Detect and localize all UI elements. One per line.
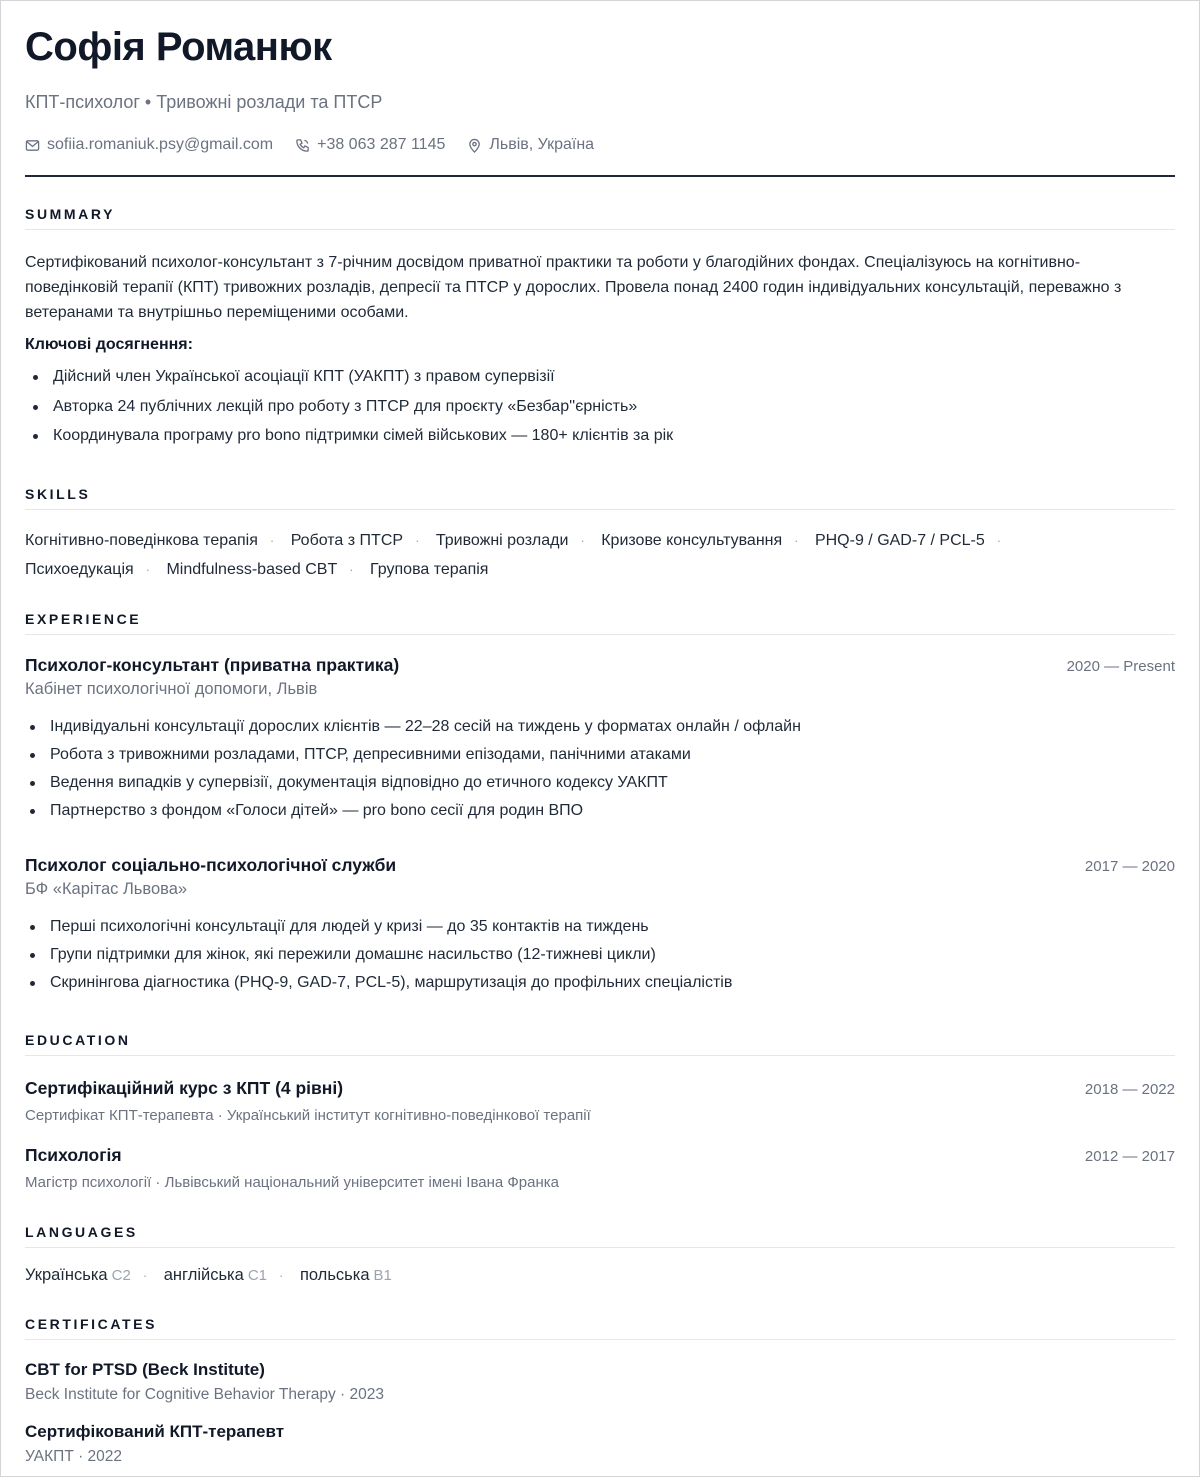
education-details: Магістр психології · Львівський національний університет імені Івана Франка: [25, 1173, 560, 1191]
section-title-skills: SKILLS: [25, 485, 1175, 510]
job-organization: БФ «Карітас Львова»: [25, 879, 188, 898]
certificate-name: CBT for PTSD (Beck Institute): [25, 1359, 265, 1379]
list-item: Групи підтримки для жінок, які пережили домашнє насильство (12-тижневі цикли): [25, 941, 1175, 969]
job-header: [25, 853, 1175, 877]
summary-text: Сертифікований психолог-консультант з 7-річним досвідом приватної практики та роботи у благодійних фондах. Спеціалізуюсь на когнітивно- поведінковій терапії (КПТ) тривожних розладів, депресії та ПТСР у дорослих. Провела понад 2400 годин індивідуальних консультацій, переважно з ветеранами та внутрішньо переміщеними особами.: [25, 254, 1122, 321]
education-entry: [25, 1076, 1175, 1126]
job-entry: [25, 853, 1175, 998]
language-separator: ·: [279, 1267, 284, 1283]
email-text: sofiia.romaniuk.psy@gmail.com: [47, 136, 274, 153]
location-text: Львів, Україна: [489, 136, 595, 153]
job-title: Психолог соціально-психологічної служби: [25, 854, 397, 875]
education-title: Психологія: [25, 1144, 122, 1165]
contact-email[interactable]: [25, 135, 273, 155]
list-item: Перші психологічні консультації для людей у кризі — до 35 контактів на тиждень: [25, 913, 1175, 941]
section-title-certificates: CERTIFICATES: [25, 1315, 1175, 1340]
section-title-experience: EXPERIENCE: [25, 610, 1175, 635]
language-name: англійська: [163, 1265, 244, 1284]
candidate-name: Софія Романюк: [25, 25, 332, 69]
language-level: B1: [373, 1266, 392, 1284]
skill-item: Когнітивно-поведінкова терапія: [25, 531, 258, 549]
education-header: [25, 1143, 1175, 1167]
phone-icon: [295, 138, 310, 153]
languages-list: [25, 1264, 1175, 1287]
list-item: Авторка 24 публічних лекцій про роботу з ПТСР для проєкту «Безбар''єрність»: [25, 392, 1175, 422]
language-item: [25, 1266, 131, 1284]
map-pin-icon: [467, 138, 482, 153]
phone-text: +38 063 287 1145: [317, 136, 446, 153]
certificate-name: Сертифікований КПТ-терапевт: [25, 1421, 285, 1441]
education-entry: [25, 1143, 1175, 1193]
job-entry: [25, 653, 1175, 826]
skill-separator: ·: [580, 532, 585, 548]
skill-item: Психоедукація: [25, 560, 134, 578]
skill-item: Кризове консультування: [601, 531, 783, 549]
list-item: Дійсний член Української асоціації КПТ (УАКПТ) з правом супервізії: [25, 362, 1175, 392]
certificate-details: УАКПТ · 2022: [25, 1447, 123, 1465]
achievements-list: [25, 362, 1175, 451]
job-dates: 2017 — 2020: [1084, 857, 1175, 875]
mail-icon: [25, 138, 40, 153]
job-dates: 2020 — Present: [1066, 657, 1175, 675]
contact-row: [25, 135, 1175, 155]
language-level: C1: [247, 1266, 267, 1284]
job-bullets: [25, 913, 1175, 998]
job-header: [25, 653, 1175, 677]
skill-separator: ·: [349, 561, 354, 577]
job-bullets: [25, 713, 1175, 826]
language-separator: ·: [142, 1267, 148, 1283]
job-organization: Кабінет психологічної допомоги, Львів: [25, 679, 318, 698]
list-item: Партнерство з фондом «Голоси дітей» — pro bono сесії для родин ВПО: [25, 797, 1175, 825]
language-name: Українська: [25, 1265, 108, 1284]
list-item: Скринінгова діагностика (PHQ-9, GAD-7, PCL-5), маршрутизація до профільних спеціалістів: [25, 969, 1175, 997]
certificate-entry: [25, 1420, 1175, 1468]
list-item: Індивідуальні консультації дорослих клієнтів — 22–28 сесій на тиждень у форматах онлайн / офлайн: [25, 713, 1175, 741]
achievements-label: Ключові досягнення:: [25, 336, 193, 353]
section-title-summary: SUMMARY: [25, 205, 1175, 230]
contact-phone[interactable]: [295, 135, 445, 155]
skill-separator: ·: [996, 532, 1002, 548]
skill-separator: ·: [145, 561, 151, 577]
contact-location: [467, 135, 594, 155]
language-level: C2: [111, 1266, 131, 1284]
certificate-entry: [25, 1358, 1175, 1406]
certificate-details: Beck Institute for Cognitive Behavior Therapy · 2023: [25, 1385, 384, 1403]
skills-list: [25, 526, 1125, 584]
skill-item: Mindfulness-based CBT: [166, 560, 338, 578]
job-title: Психолог-консультант (приватна практика): [25, 654, 400, 675]
education-title: Сертифікаційний курс з КПТ (4 рівні): [25, 1077, 344, 1098]
skill-separator: ·: [269, 532, 275, 548]
list-item: Ведення випадків у супервізії, документація відповідно до етичного кодексу УАКПТ: [25, 769, 1175, 797]
language-item: [300, 1266, 392, 1284]
list-item: Координувала програму pro bono підтримки сімей військових — 180+ клієнтів за рік: [25, 421, 1175, 451]
education-details: Сертифікат КПТ-терапевта · Український інститут когнітивно-поведінкової терапії: [25, 1106, 591, 1124]
skill-item: Робота з ПТСР: [290, 531, 404, 549]
education-header: [25, 1076, 1175, 1100]
candidate-headline: КПТ-психолог • Тривожні розлади та ПТСР: [25, 92, 383, 112]
education-dates: 2012 — 2017: [1084, 1147, 1175, 1165]
skill-separator: ·: [794, 532, 799, 548]
skill-item: PHQ-9 / GAD-7 / PCL-5: [814, 531, 985, 549]
language-name: польська: [299, 1265, 370, 1284]
header-divider: [25, 175, 1175, 177]
language-item: [164, 1266, 267, 1284]
skill-item: Групова терапія: [370, 560, 489, 578]
skill-separator: ·: [415, 532, 420, 548]
section-title-languages: LANGUAGES: [25, 1223, 1175, 1248]
list-item: Робота з тривожними розладами, ПТСР, депресивними епізодами, панічними атаками: [25, 741, 1175, 769]
education-dates: 2018 — 2022: [1084, 1080, 1175, 1098]
skill-item: Тривожні розлади: [435, 531, 569, 549]
section-title-education: EDUCATION: [25, 1031, 1175, 1056]
